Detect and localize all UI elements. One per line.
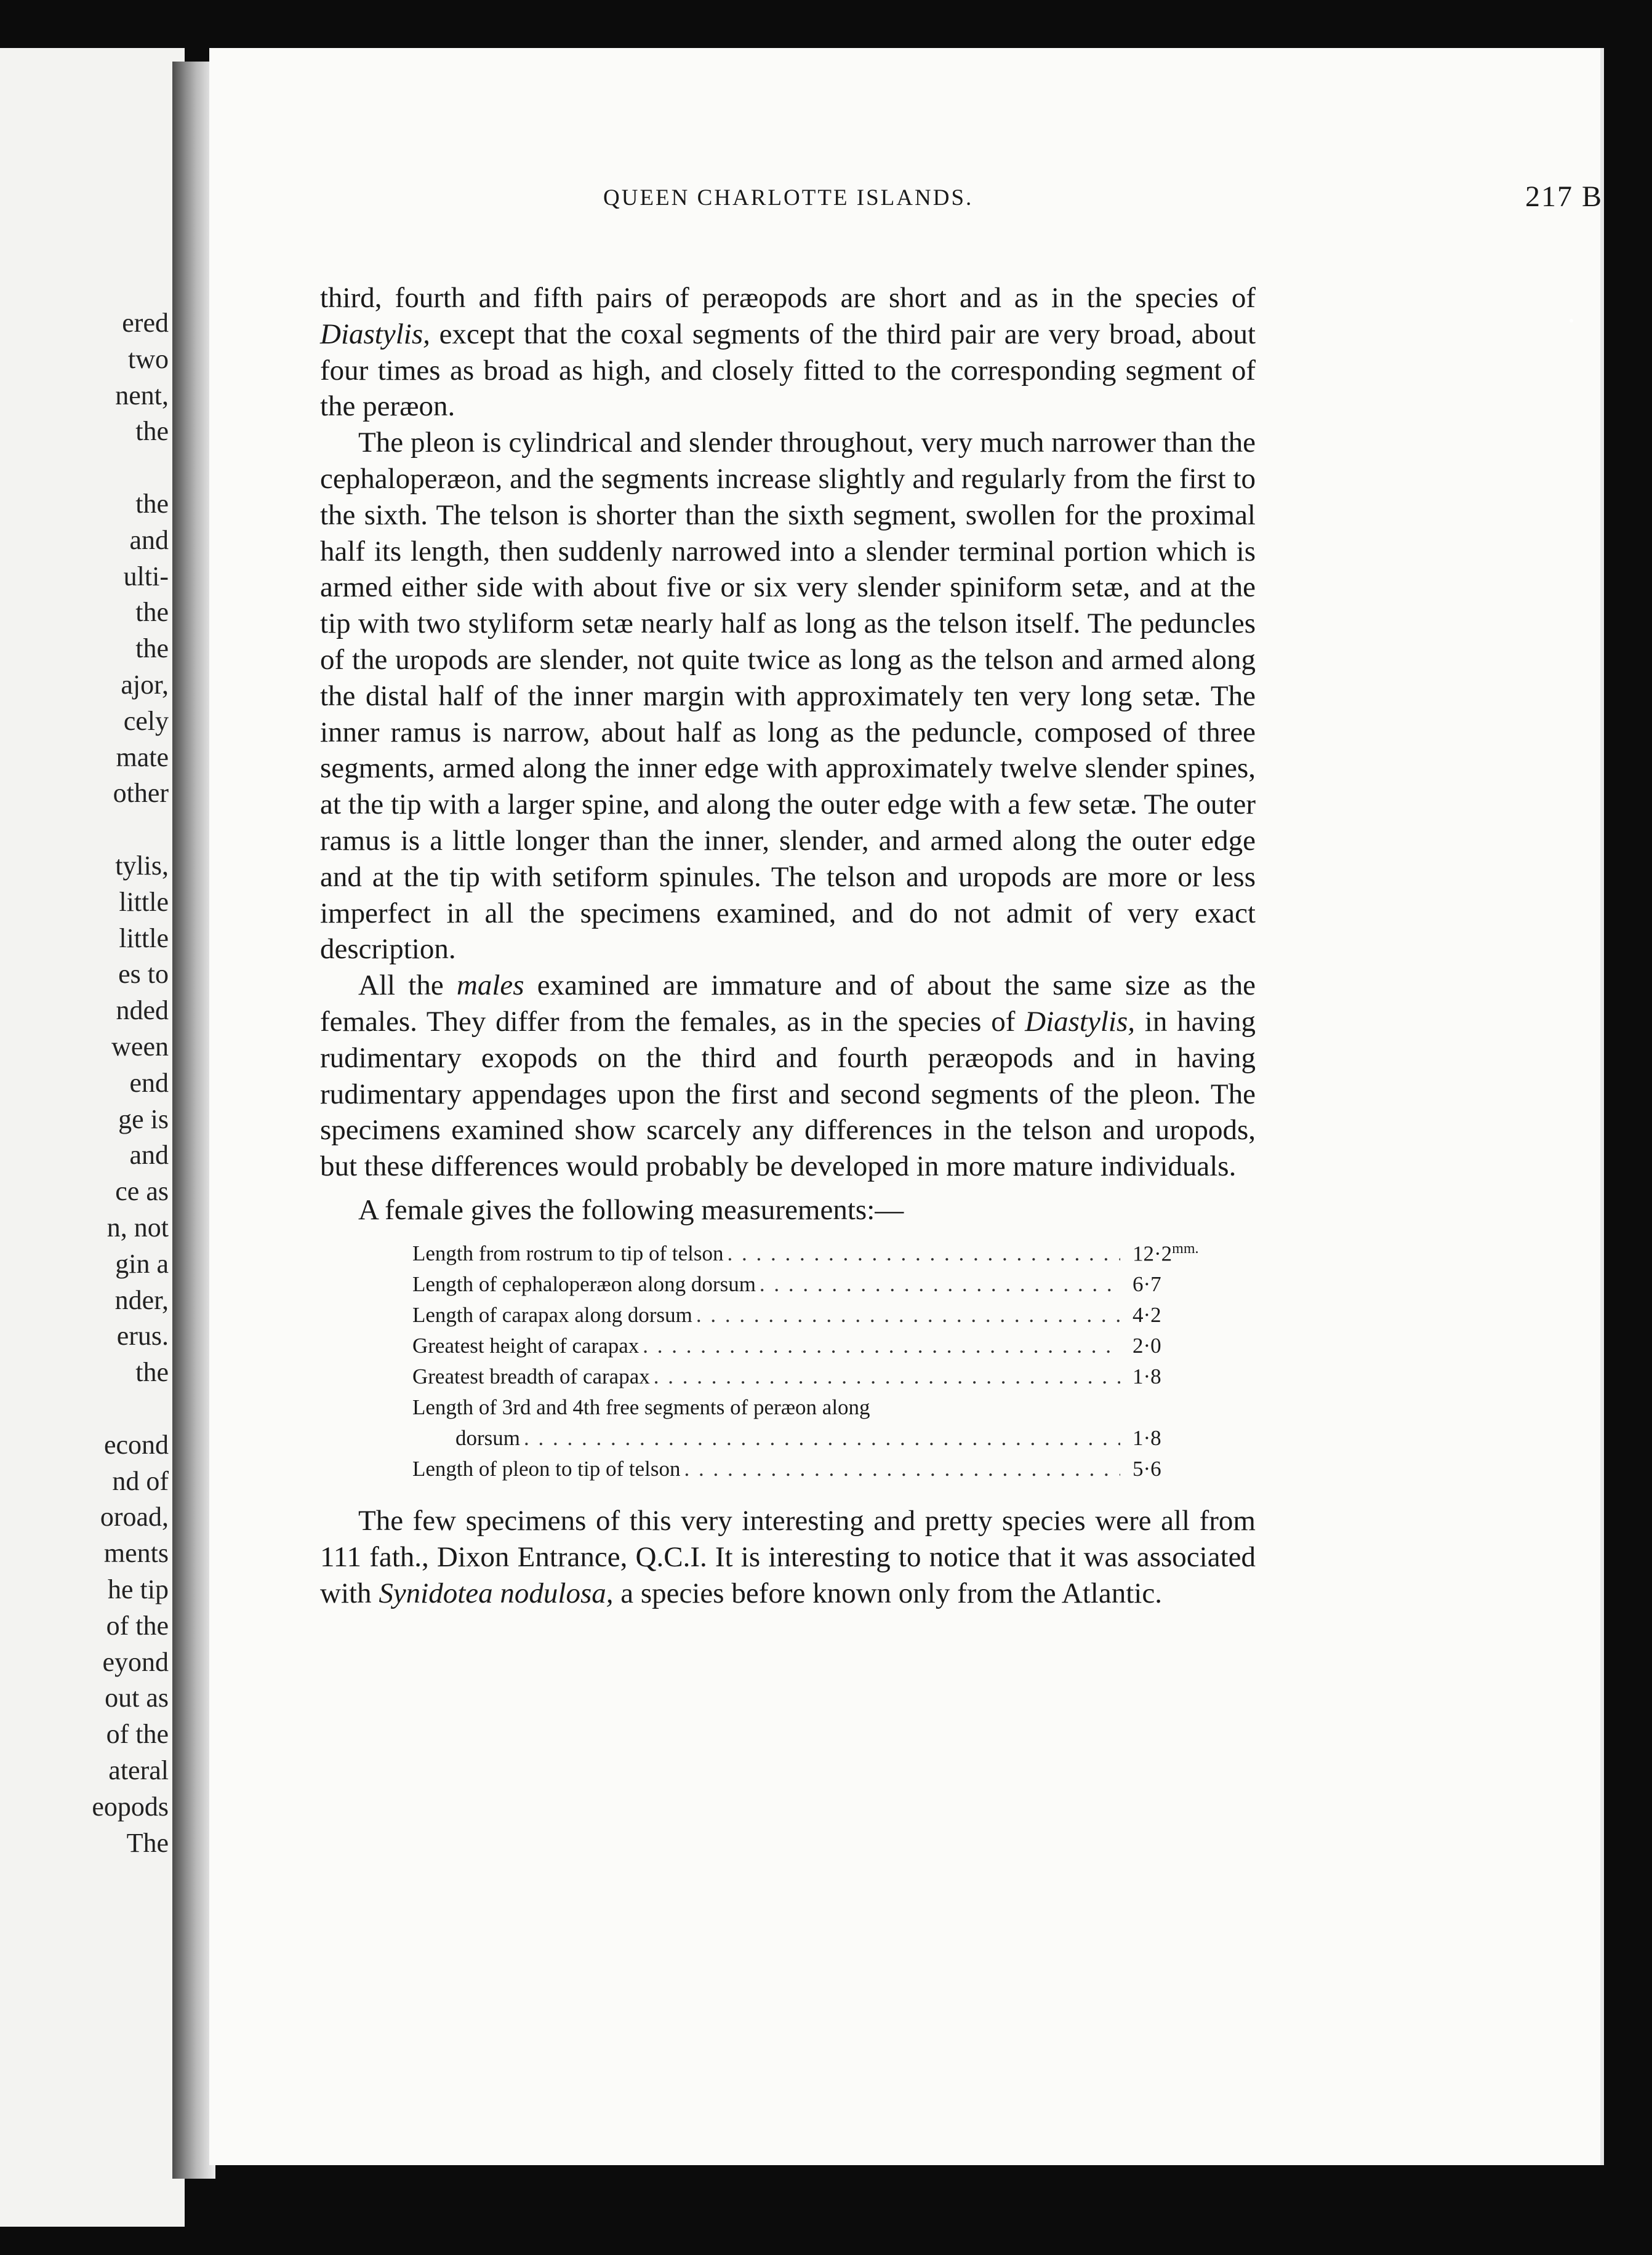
measurement-row: Length of 3rd and 4th free segments of peræon along <box>412 1395 870 1420</box>
measurement-row: Length of pleon to tip of telson . . . 5·6 <box>412 1454 1225 1484</box>
paragraph: A female gives the following measurements:— <box>358 1193 904 1226</box>
left-page-fragment: of the <box>106 1719 169 1750</box>
left-page-fragment: The <box>126 1827 169 1858</box>
left-page-fragment: nd of <box>112 1465 169 1496</box>
left-page-fragment: the <box>135 489 169 519</box>
left-page-fragment: of the <box>106 1610 169 1641</box>
paragraph: third, fourth and fifth pairs of peræopods are short and as in the species of Diastylis, except that the coxal segments of the third pair are very broad, about four times as broad as high, and closely fitted to the corresponding segment of the peræon. <box>320 282 1256 423</box>
left-page-fragment: end <box>129 1067 169 1098</box>
left-page-fragment: es to <box>118 959 169 990</box>
left-page-fragment: cely <box>123 705 169 736</box>
measurement-row: Greatest breadth of carapax . . . 1·8 <box>412 1361 1225 1392</box>
left-page-fragment: oroad, <box>100 1502 169 1532</box>
page-number: 217 B <box>1525 180 1603 213</box>
paragraph: All the males examined are immature and of about the same size as the females. They differ from the females, as in the species of Diastylis, in having rudimentary exopods on the third and fourth peræopods and in having rudimentary appendages upon the first and second segments of the pleon. The specimens examined show scarcely any differences in the telson and uropods, but these differences would probably be developed in more mature individuals. <box>320 969 1256 1183</box>
measurement-row: Length of carapax along dorsum . . . 4·2 <box>412 1300 1225 1331</box>
left-page-fragment: mate <box>116 742 169 772</box>
left-page-fragment: and <box>129 1140 169 1171</box>
left-page-fragment: ajor, <box>121 670 169 700</box>
left-page-fragment: and <box>129 524 169 555</box>
left-page-fragment: nent, <box>115 380 169 411</box>
paragraph: The few specimens of this very interesting and pretty species were all from 111 fath., Dixon Entrance, Q.C.I. It is interesting to notice that it was associated with Synidotea nodulosa, a species before known only from the Atlantic. <box>320 1505 1256 1609</box>
left-page-fragment: the <box>135 597 169 628</box>
left-page-fragment: the <box>135 1357 169 1388</box>
left-page-fragment: he tip <box>108 1574 169 1604</box>
left-page-fragment: eyond <box>102 1646 169 1677</box>
left-page-fragment: erus. <box>116 1321 169 1352</box>
measurement-row: dorsum . . . 1·8 <box>412 1423 1225 1454</box>
body-text <box>320 280 1256 1612</box>
left-page-fragment: n, not <box>106 1212 169 1243</box>
left-page-fragment: the <box>135 416 169 447</box>
running-head-title: QUEEN CHARLOTTE ISLANDS. <box>603 185 974 210</box>
left-page-fragment: nder, <box>114 1284 169 1315</box>
left-page-fragment: two <box>128 343 169 374</box>
left-page-fragment: ered <box>122 308 169 338</box>
left-page-fragment: gin a <box>115 1248 169 1279</box>
measurement-row: Greatest height of carapax . . . 2·0 <box>412 1331 1225 1361</box>
left-page-fragment: ments <box>103 1538 169 1569</box>
left-page-fragment: tylis, <box>115 851 169 881</box>
left-page-fragment: ulti- <box>123 561 169 591</box>
left-page-fragment: ateral <box>108 1755 169 1785</box>
left-page-fragment: eopods <box>92 1791 169 1822</box>
left-page-fragment: ge is <box>118 1103 169 1134</box>
left-page-fragment: other <box>113 778 169 809</box>
previous-page-edge <box>0 48 185 2227</box>
left-page-fragment: little <box>119 923 169 953</box>
left-page-fragment: ween <box>111 1031 169 1062</box>
paragraph: The pleon is cylindrical and slender throughout, very much narrower than the cephaloperæon, and the segments increase slightly and regularly from the first to the sixth. The telson is shorter than the sixth segment, swollen for the proximal half its length, then suddenly narrowed into a slender terminal portion which is armed either side with about five or six very slender spiniform setæ, and at the tip with two styliform setæ nearly half as long as the telson itself. The peduncles of the uropods are slender, not quite twice as long as the telson and armed along the distal half of the inner margin with approximately ten very long setæ. The inner ramus is narrow, about half as long as the peduncle, composed of three segments, armed along the inner edge with approximately twelve slender spines, at the tip with a larger spine, and along the outer edge with a few setæ. The outer ramus is a little longer than the inner, slender, and armed along the outer edge and at the tip with setiform spinules. The telson and uropods are more or less imperfect in all the specimens examined, and do not admit of very exact description. <box>320 427 1256 966</box>
measurement-table <box>412 1233 1225 1485</box>
left-page-fragment: little <box>119 886 169 917</box>
left-page-fragment: ce as <box>115 1176 169 1207</box>
left-page-fragment: out as <box>105 1683 169 1713</box>
measurement-row: Length from rostrum to tip of telson . . . $12\cdot 2^{mm.}$ <box>412 1233 1225 1270</box>
running-head <box>394 180 1603 217</box>
left-page-fragment: the <box>135 633 169 664</box>
left-page-fragment: nded <box>116 995 169 1026</box>
left-page-fragment: econd <box>103 1429 169 1460</box>
measurement-row: Length of cephaloperæon along dorsum . . . 6·7 <box>412 1269 1225 1300</box>
